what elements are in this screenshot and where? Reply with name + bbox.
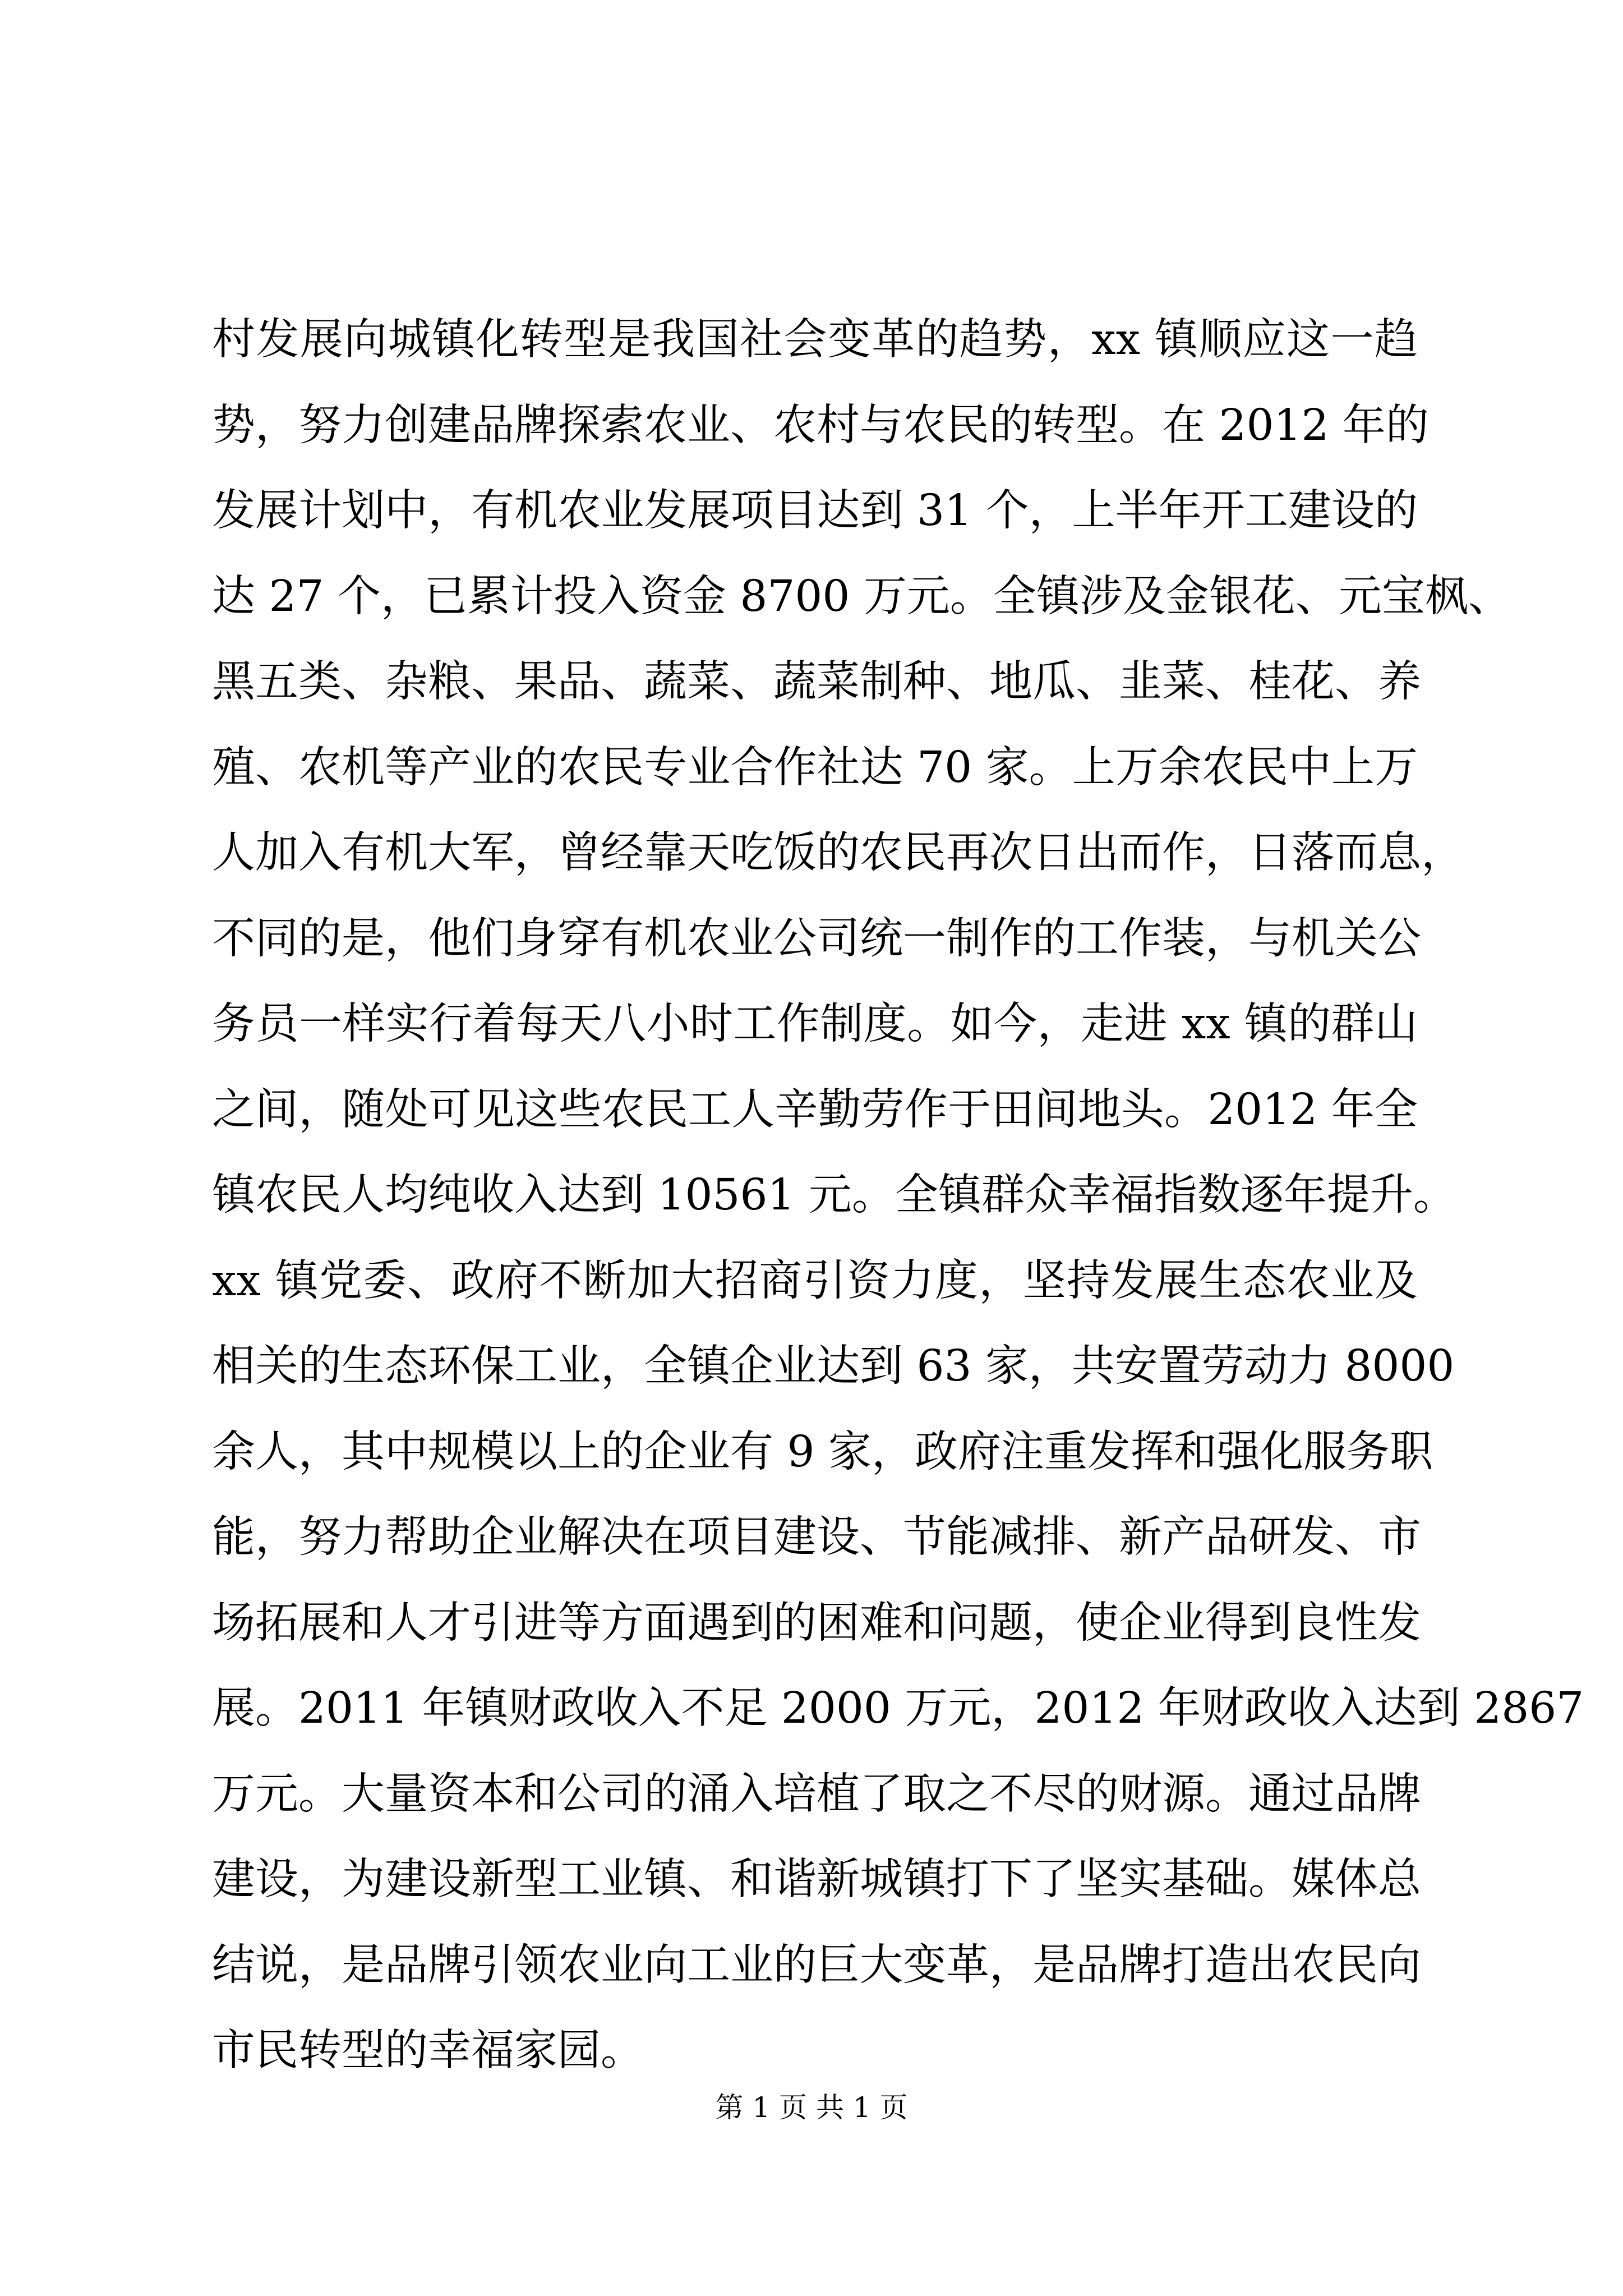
text-line: 万元。大量资本和公司的涌入培植了取之不尽的财源。通过品牌	[212, 1769, 1421, 1819]
text-line: 发展计划中，有机农业发展项目达到 31 个，上半年开工建设的	[212, 486, 1418, 536]
text-line: 势，努力创建品牌探索农业、农村与农民的转型。在 2012 年的	[212, 400, 1429, 450]
text-line: 镇农民人均纯收入达到 10561 元。全镇群众幸福指数逐年提升。	[212, 1170, 1456, 1220]
text-line: 达 27 个，已累计投入资金 8700 万元。全镇涉及金银花、元宝枫、	[212, 571, 1511, 622]
text-line: 相关的生态环保工业，全镇企业达到 63 家，共安置劳动力 8000	[212, 1341, 1455, 1391]
text-line: 场拓展和人才引进等方面遇到的困难和问题，使企业得到良性发	[212, 1598, 1421, 1648]
text-line: 人加入有机大军，曾经靠天吃饭的农民再次日出而作，日落而息，	[212, 828, 1464, 878]
page-footer: 第 1 页 共 1 页	[715, 2091, 908, 2124]
text-line: 展。2011 年镇财政收入不足 2000 万元，2012 年财政收入达到 2867	[212, 1683, 1584, 1733]
text-line: 殖、农机等产业的农民专业合作社达 70 家。上万余农民中上万	[212, 742, 1418, 793]
text-line: 务员一样实行着每天八小时工作制度。如今，走进 xx 镇的群山	[212, 999, 1418, 1049]
text-line: 建设，为建设新型工业镇、和谐新城镇打下了坚实基础。媒体总	[212, 1855, 1421, 1904]
text-line: 结说，是品牌引领农业向工业的巨大变革，是品牌打造出农民向	[212, 1940, 1421, 1990]
body-paragraph	[212, 297, 1584, 2094]
text-line: 余人，其中规模以上的企业有 9 家，政府注重发挥和强化服务职	[212, 1427, 1433, 1477]
text-line: 之间，随处可见这些农民工人辛勤劳作于田间地头。2012 年全	[212, 1084, 1418, 1135]
text-line-last: 市民转型的幸福家园。	[212, 2026, 644, 2076]
text-line: xx 镇党委、政府不断加大招商引资力度，坚持发展生态农业及	[212, 1255, 1418, 1306]
text-line: 能，努力帮助企业解决在项目建设、节能减排、新产品研发、市	[212, 1512, 1421, 1562]
text-line: 村发展向城镇化转型是我国社会变革的趋势，xx 镇顺应这一趋	[212, 315, 1418, 365]
text-line: 黑五类、杂粮、果品、蔬菜、蔬菜制种、地瓜、韭菜、桂花、养	[212, 657, 1421, 707]
text-line: 不同的是，他们身穿有机农业公司统一制作的工作装，与机关公	[212, 913, 1421, 964]
